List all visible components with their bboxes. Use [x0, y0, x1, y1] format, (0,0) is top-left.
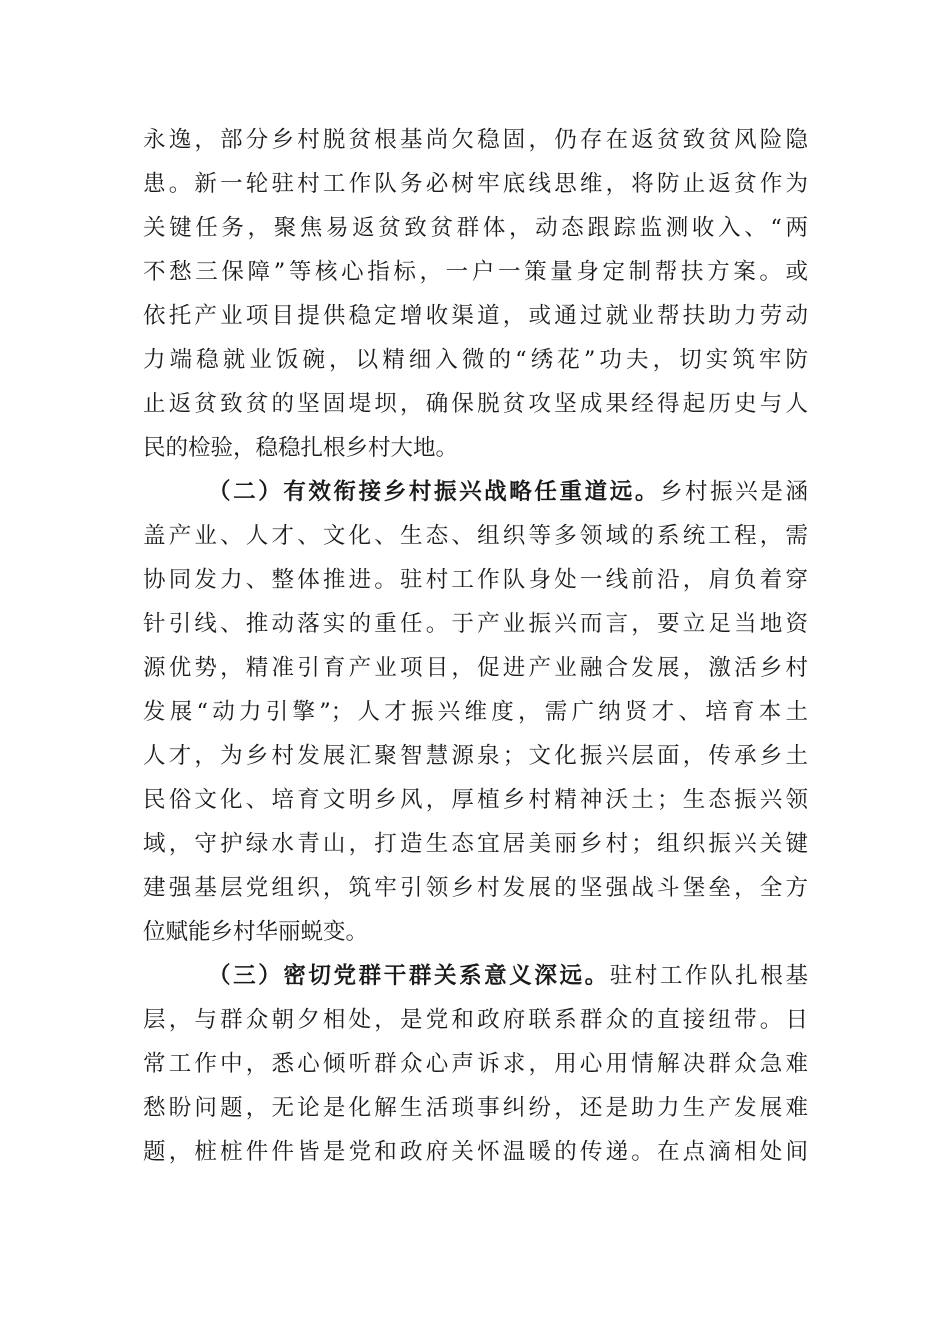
section-heading: （二）有效衔接乡村振兴战略任重道远。 — [208, 479, 660, 505]
paragraph-text: 乡村振兴是涵 — [659, 479, 808, 505]
paragraph-line: 源优势，精准引育产业项目，促进产业融合发展，激活乡村 — [143, 655, 808, 681]
paragraph-line: 发展“动力引擎”；人才振兴维度，需广纳贤才、培育本土 — [143, 699, 808, 725]
paragraph-line: 协同发力、整体推进。驻村工作队身处一线前沿，肩负着穿 — [143, 567, 808, 593]
paragraph-line: 力端稳就业饭碗，以精细入微的“绣花”功夫，切实筑牢防 — [143, 347, 808, 373]
paragraph-line: 依托产业项目提供稳定增收渠道，或通过就业帮扶助力劳动 — [143, 303, 808, 329]
paragraph-line: 人才，为乡村发展汇聚智慧源泉；文化振兴层面，传承乡土 — [143, 743, 808, 769]
paragraph-line: 民的检验，稳稳扎根乡村大地。 — [143, 435, 459, 461]
paragraph-line: 建强基层党组织，筑牢引领乡村发展的坚强战斗堡垒，全方 — [143, 875, 808, 901]
paragraph-line: 永逸，部分乡村脱贫根基尚欠稳固，仍存在返贫致贫风险隐 — [143, 127, 808, 153]
paragraph-line: 患。新一轮驻村工作队务必树牢底线思维，将防止返贫作为 — [143, 171, 808, 197]
section-heading: （三）密切党群干群关系意义深远。 — [208, 963, 610, 989]
paragraph-line: 域，守护绿水青山，打造生态宜居美丽乡村；组织振兴关键 — [143, 831, 808, 857]
paragraph-line: 层，与群众朝夕相处，是党和政府联系群众的直接纽带。日 — [143, 1007, 808, 1033]
paragraph-first-line — [208, 472, 808, 512]
paragraph-line: 民俗文化、培育文明乡风，厚植乡村精神沃土；生态振兴领 — [143, 787, 808, 813]
paragraph-line: 不愁三保障”等核心指标，一户一策量身定制帮扶方案。或 — [143, 259, 808, 285]
paragraph-line: 题，桩桩件件皆是党和政府关怀温暖的传递。在点滴相处间 — [143, 1139, 808, 1165]
paragraph-line: 常工作中，悉心倾听群众心声诉求，用心用情解决群众急难 — [143, 1051, 808, 1077]
paragraph-line: 针引线、推动落实的重任。于产业振兴而言，要立足当地资 — [143, 611, 808, 637]
paragraph-text: 驻村工作队扎根基 — [609, 963, 808, 989]
paragraph-line: 愁盼问题，无论是化解生活琐事纠纷，还是助力生产发展难 — [143, 1095, 808, 1121]
paragraph-first-line — [208, 956, 808, 996]
paragraph-line: 止返贫致贫的坚固堤坝，确保脱贫攻坚成果经得起历史与人 — [143, 391, 808, 417]
paragraph-line: 盖产业、人才、文化、生态、组织等多领域的系统工程，需 — [143, 523, 808, 549]
paragraph-line: 位赋能乡村华丽蜕变。 — [143, 919, 369, 945]
paragraph-line: 关键任务，聚焦易返贫致贫群体，动态跟踪监测收入、“两 — [143, 215, 808, 241]
